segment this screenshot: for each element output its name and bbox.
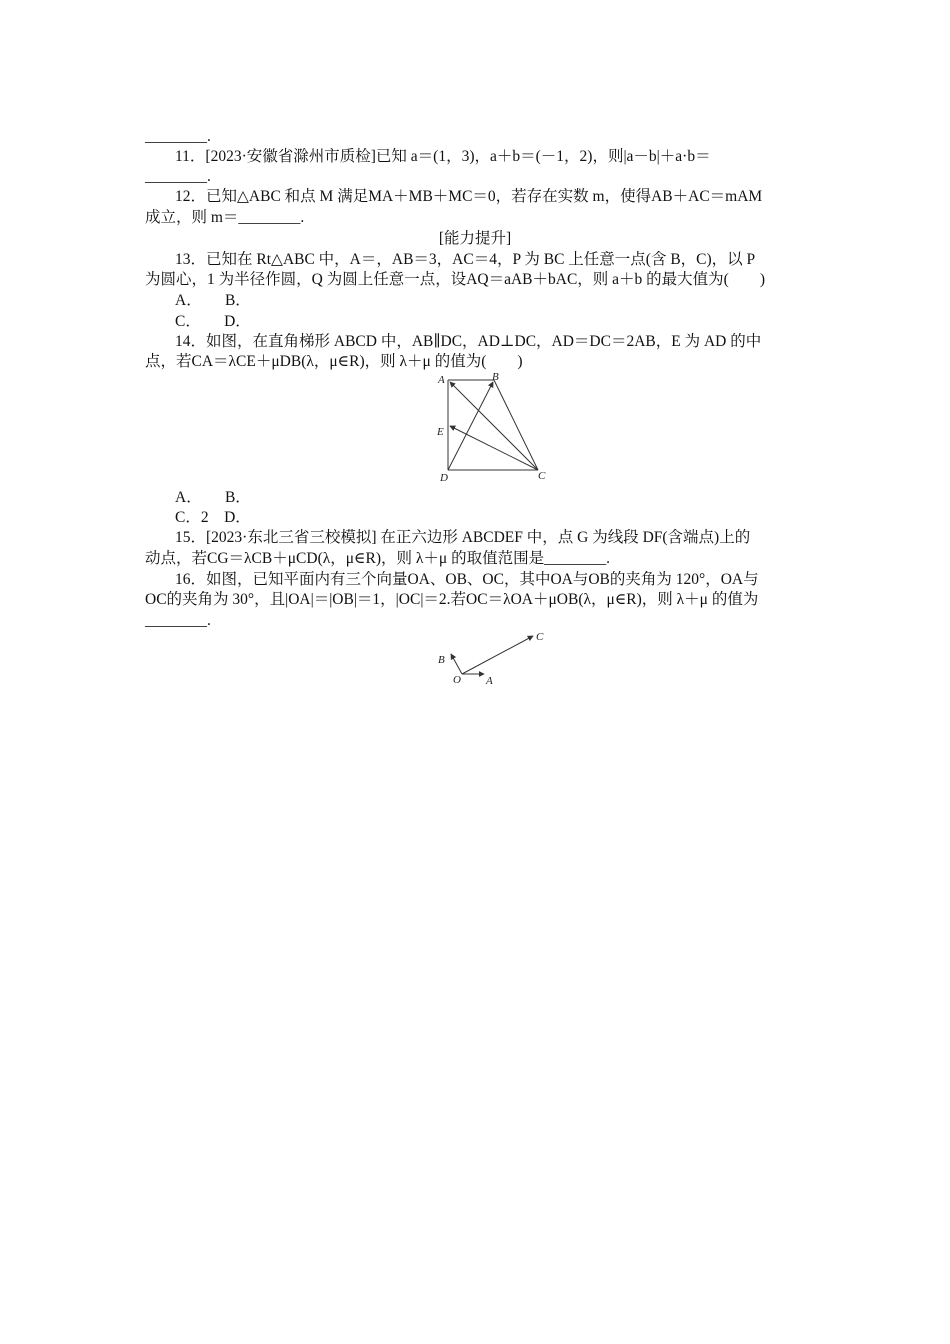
problem-16: 16．如图，已知平面内有三个向量OA、OB、OC，其中OA与OB的夹角为 120°，OA与 — [175, 571, 759, 588]
choice-line: C． D． — [175, 313, 251, 330]
choice-line: C．2 D． — [175, 509, 251, 526]
text-line: 动点，若CG＝λCB＋μCD(λ，μ∈R)，则 λ＋μ 的取值范围是________. — [145, 550, 610, 567]
choice-line: A． B． — [175, 292, 251, 309]
problem-11: 11．[2023·安徽省滁州市质检]已知 a＝(1，3)，a＋b＝(－1，2)，则|a－b|＋a·b＝ — [175, 148, 711, 165]
point-label: A — [486, 675, 493, 687]
problem-14: 14．如图，在直角梯形 ABCD 中，AB∥DC，AD⊥DC，AD＝DC＝2AB，E 为 AD 的中 — [175, 333, 762, 350]
text-line: 点，若CA＝λCE＋μDB(λ，μ∈R)，则 λ＋μ 的值为( ) — [145, 353, 523, 370]
point-label: B — [438, 654, 445, 666]
text-line: ________. — [145, 612, 211, 629]
text-line: ________. — [145, 128, 211, 145]
text-line: ________. — [145, 168, 211, 185]
point-label: O — [453, 674, 461, 686]
point-label: C — [536, 631, 544, 643]
trapezoid-figure — [430, 370, 550, 485]
vector-figure — [432, 628, 552, 690]
text-line: 成立，则 m＝________. — [145, 209, 305, 226]
point-label: D — [440, 472, 448, 484]
point-label: E — [437, 426, 444, 438]
text-line: 为圆心，1 为半径作圆，Q 为圆上任意一点，设AQ＝aAB＋bAC，则 a＋b 的最大值为( ) — [145, 271, 765, 288]
problem-12: 12．已知△ABC 和点 M 满足MA＋MB＋MC＝0，若存在实数 m，使得AB＋AC＝mAM — [175, 188, 763, 205]
text-line: OC的夹角为 30°，且|OA|＝|OB|＝1，|OC|＝2.若OC＝λOA＋μOB(λ，μ∈R)，则 λ＋μ 的值为 — [145, 591, 759, 608]
point-label: A — [438, 374, 445, 386]
problem-13: 13．已知在 Rt△ABC 中，A＝，AB＝3，AC＝4，P 为 BC 上任意一点(含 B，C)，以 P — [175, 251, 756, 268]
problem-15: 15．[2023·东北三省三校模拟] 在正六边形 ABCDEF 中，点 G 为线段 DF(含端点)上的 — [175, 529, 751, 546]
choice-line: A． B． — [175, 489, 251, 506]
section-heading: [能力提升] — [438, 230, 512, 247]
point-label: B — [492, 371, 499, 383]
point-label: C — [538, 470, 546, 482]
